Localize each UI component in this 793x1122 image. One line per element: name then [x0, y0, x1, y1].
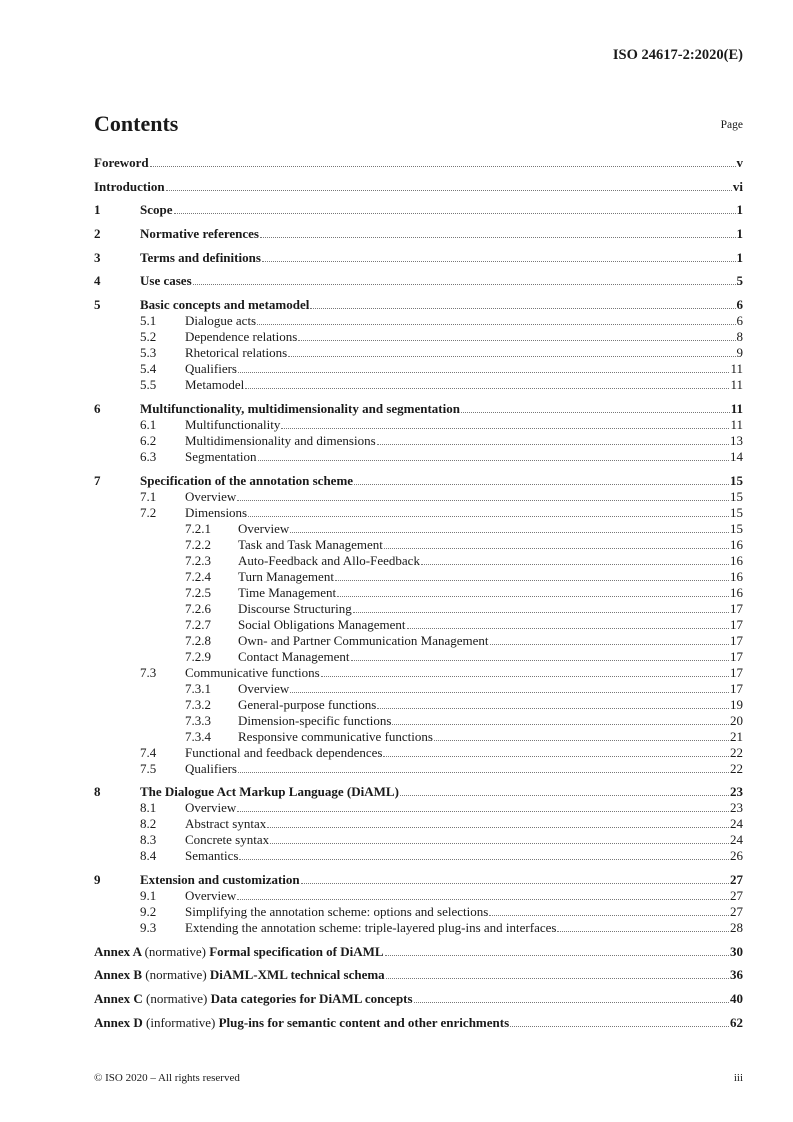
- toc-entry-title: Time Management: [238, 584, 337, 600]
- dot-leader: [377, 708, 729, 709]
- toc-entry-title: Overview: [238, 520, 290, 536]
- toc-entry-title: Basic concepts and metamodel: [140, 297, 310, 313]
- dot-leader: [301, 883, 729, 884]
- toc-entry-page: 15: [730, 472, 743, 488]
- toc-entry-page: 9: [736, 345, 743, 361]
- annex-label: Annex D: [94, 1014, 143, 1030]
- toc-entry-page: 15: [730, 520, 743, 536]
- toc-entry-title: Extension and customization: [140, 871, 300, 887]
- toc-entry[interactable]: [94, 569, 743, 585]
- toc-entry[interactable]: [94, 473, 743, 489]
- annex-title: DiAML-XML technical schema: [209, 967, 385, 983]
- dot-leader: [386, 978, 729, 979]
- toc-entry-page: 26: [730, 848, 743, 864]
- toc-entry-number: 8.1: [140, 800, 157, 816]
- toc-entry-page: 16: [730, 584, 743, 600]
- toc-entry-title: Use cases: [140, 273, 192, 289]
- toc-entry-title: Turn Management: [238, 568, 334, 584]
- dot-leader: [270, 843, 729, 844]
- toc-entry[interactable]: [94, 345, 743, 361]
- toc-entry-page: 11: [730, 416, 743, 432]
- toc-entry-number: 7.3: [140, 664, 157, 680]
- toc-entry[interactable]: [94, 729, 743, 745]
- dot-leader: [351, 660, 729, 661]
- dot-leader: [248, 516, 729, 517]
- dot-leader: [392, 724, 729, 725]
- document-id: ISO 24617-2:2020(E): [612, 47, 743, 63]
- dot-leader: [290, 692, 729, 693]
- toc-entry[interactable]: [94, 697, 743, 713]
- toc-entry-title: Segmentation: [185, 448, 257, 464]
- dot-leader: [557, 931, 729, 932]
- toc-entry-page: 16: [730, 552, 743, 568]
- toc-entry[interactable]: [94, 226, 743, 242]
- toc-entry[interactable]: [94, 489, 743, 505]
- toc-entry[interactable]: [94, 920, 743, 936]
- dot-leader: [510, 1026, 729, 1027]
- toc-entry[interactable]: [94, 904, 743, 920]
- toc-entry-page: 11: [730, 377, 743, 393]
- toc-entry[interactable]: [94, 681, 743, 697]
- toc-entry-title: Communicative functions: [185, 664, 320, 680]
- toc-entry-number: 8.3: [140, 832, 157, 848]
- toc-entry-number: 7.3.1: [185, 680, 211, 696]
- toc-entry-page: 17: [730, 616, 743, 632]
- toc-entry[interactable]: [94, 888, 743, 904]
- annex-kind: (normative): [145, 967, 207, 983]
- dot-leader: [321, 676, 729, 677]
- toc-entry-page: 6: [736, 313, 743, 329]
- dot-leader: [288, 356, 735, 357]
- toc-entry-title: Social Obligations Management: [238, 616, 406, 632]
- dot-leader: [383, 756, 729, 757]
- toc-entry-page: 17: [730, 632, 743, 648]
- toc-entry[interactable]: [94, 745, 743, 761]
- toc-entry-page: 23: [730, 784, 743, 800]
- toc-entry-page: 1: [736, 249, 743, 265]
- toc-entry-title: Semantics: [185, 848, 239, 864]
- toc-entry-page: 11: [730, 400, 743, 416]
- toc-entry-number: 5.1: [140, 313, 157, 329]
- toc-entry-number: 8.4: [140, 848, 157, 864]
- toc-entry-number: 7.2.6: [185, 600, 211, 616]
- toc-entry-number: 6.1: [140, 416, 157, 432]
- toc-entry-page: 13: [730, 432, 743, 448]
- toc-entry-page: 6: [736, 297, 743, 313]
- toc-entry[interactable]: [94, 816, 743, 832]
- toc-entry[interactable]: [94, 179, 743, 195]
- toc-entry-title: Rhetorical relations: [185, 345, 288, 361]
- toc-entry[interactable]: [94, 601, 743, 617]
- dot-leader: [237, 899, 729, 900]
- dot-leader: [260, 237, 736, 238]
- toc-entry-page: 16: [730, 568, 743, 584]
- toc-entry-title: The Dialogue Act Markup Language (DiAML): [140, 784, 399, 800]
- toc-entry-page: 24: [730, 832, 743, 848]
- toc-entry-page: 24: [730, 816, 743, 832]
- toc-entry[interactable]: [94, 585, 743, 601]
- toc-entry[interactable]: [94, 537, 743, 553]
- toc-entry-page: 62: [730, 1014, 743, 1030]
- dot-leader: [421, 564, 729, 565]
- toc-entry-page: 17: [730, 648, 743, 664]
- toc-entry[interactable]: [94, 401, 743, 417]
- dot-leader: [245, 388, 729, 389]
- toc-entry-title: Extending the annotation scheme: triple-layered plug-ins and interfaces: [185, 919, 557, 935]
- toc-entry-title: Overview: [185, 800, 237, 816]
- toc-entry-number: 7.3.4: [185, 728, 211, 744]
- toc-entry-title: Dialogue acts: [185, 313, 257, 329]
- toc-entry-number: 9.1: [140, 887, 157, 903]
- toc-entry-title: Dependence relations: [185, 329, 298, 345]
- toc-entry-number: 7.5: [140, 760, 157, 776]
- dot-leader: [258, 460, 730, 461]
- toc-entry-number: 6.2: [140, 432, 157, 448]
- toc-entry-page: 30: [730, 943, 743, 959]
- toc-entry[interactable]: [94, 1015, 743, 1031]
- dot-leader: [238, 772, 729, 773]
- toc-entry-number: 5.4: [140, 361, 157, 377]
- toc-entry-title: Functional and feedback dependences: [185, 744, 383, 760]
- annex-title: Plug-ins for semantic content and other enrichments: [218, 1014, 510, 1030]
- dot-leader: [239, 859, 729, 860]
- toc-entry-title: Scope: [140, 202, 173, 218]
- toc-entry-number: 6: [94, 400, 101, 416]
- toc-entry[interactable]: [94, 250, 743, 266]
- toc-entry-number: 7.3.2: [185, 696, 211, 712]
- toc-entry[interactable]: [94, 713, 743, 729]
- toc-entry-title: Qualifiers: [185, 361, 237, 377]
- toc-entry-page: 20: [730, 712, 743, 728]
- toc-entry-page: 36: [730, 967, 743, 983]
- toc-entry[interactable]: [94, 377, 743, 393]
- dot-leader: [354, 484, 729, 485]
- toc-entry[interactable]: [94, 273, 743, 289]
- dot-leader: [166, 190, 732, 191]
- toc-entry-title: Dimensions: [185, 504, 248, 520]
- dot-leader: [385, 955, 729, 956]
- toc-entry[interactable]: [94, 665, 743, 681]
- toc-entry-page: 8: [736, 329, 743, 345]
- toc-entry[interactable]: [94, 505, 743, 521]
- toc-entry-title: Auto-Feedback and Allo-Feedback: [238, 552, 420, 568]
- toc-entry-page: vi: [732, 178, 743, 194]
- page-column-label: Page: [720, 119, 743, 131]
- toc-entry-number: 7.3.3: [185, 712, 211, 728]
- annex-label: Annex A: [94, 943, 142, 959]
- toc-entry-title: [94, 991, 413, 1007]
- toc-entry-number: 7.2.7: [185, 616, 211, 632]
- dot-leader: [434, 740, 729, 741]
- dot-leader: [353, 612, 729, 613]
- dot-leader: [193, 284, 736, 285]
- annex-kind: (normative): [146, 990, 208, 1006]
- dot-leader: [407, 628, 729, 629]
- toc-entry-title: Responsive communicative functions: [238, 728, 433, 744]
- toc-entry[interactable]: [94, 832, 743, 848]
- dot-leader: [310, 308, 735, 309]
- toc-entry-page: 21: [730, 728, 743, 744]
- annex-kind: (normative): [144, 943, 206, 959]
- dot-leader: [384, 548, 729, 549]
- dot-leader: [414, 1002, 729, 1003]
- dot-leader: [290, 532, 729, 533]
- toc-entry[interactable]: [94, 967, 743, 983]
- toc-entry[interactable]: [94, 361, 743, 377]
- toc-entry-number: 7.2.8: [185, 632, 211, 648]
- toc-entry-title: Abstract syntax: [185, 816, 267, 832]
- toc-entry[interactable]: [94, 433, 743, 449]
- toc-entry-page: 15: [730, 504, 743, 520]
- toc-entry-title: [94, 967, 385, 983]
- toc-entry-title: General-purpose functions: [238, 696, 377, 712]
- toc-entry-number: 7.2.4: [185, 568, 211, 584]
- toc-entry[interactable]: [94, 449, 743, 465]
- dot-leader: [377, 444, 729, 445]
- toc-entry-title: Multifunctionality, multidimensionality and segmentation: [140, 400, 460, 416]
- toc-entry-title: Overview: [185, 887, 237, 903]
- annex-label: Annex C: [94, 990, 143, 1006]
- toc-entry[interactable]: [94, 553, 743, 569]
- toc-entry-number: 1: [94, 202, 101, 218]
- toc-entry-title: Qualifiers: [185, 760, 237, 776]
- toc-entry-page: 27: [730, 887, 743, 903]
- toc-entry[interactable]: [94, 784, 743, 800]
- toc-entry[interactable]: [94, 202, 743, 218]
- dot-leader: [150, 166, 736, 167]
- toc-entry-page: 14: [730, 448, 743, 464]
- toc-entry-page: 5: [736, 273, 743, 289]
- toc-entry-number: 7.1: [140, 488, 157, 504]
- dot-leader: [237, 811, 729, 812]
- toc-entry[interactable]: [94, 155, 743, 171]
- dot-leader: [281, 428, 729, 429]
- toc-entry-page: 17: [730, 664, 743, 680]
- toc-entry-title: [94, 1015, 509, 1031]
- toc-entry-title: Foreword: [94, 155, 149, 170]
- toc-entry-title: Overview: [185, 488, 237, 504]
- toc-entry-number: 6.3: [140, 448, 157, 464]
- toc-entry-title: Concrete syntax: [185, 832, 270, 848]
- toc-entry-title: Introduction: [94, 178, 165, 194]
- toc-entry-number: 7.2.2: [185, 536, 211, 552]
- toc-entry-title: Simplifying the annotation scheme: options and selections: [185, 903, 489, 919]
- toc-entry-title: Multifunctionality: [185, 416, 281, 432]
- toc-entry[interactable]: [94, 417, 743, 433]
- toc-entry-page: 16: [730, 536, 743, 552]
- toc-entry-title: Metamodel: [185, 377, 245, 393]
- toc-entry-number: 9.2: [140, 903, 157, 919]
- toc-entry[interactable]: [94, 617, 743, 633]
- dot-leader: [400, 795, 729, 796]
- toc-entry-page: 28: [730, 919, 743, 935]
- toc-entry-title: Multidimensionality and dimensions: [185, 432, 376, 448]
- toc-entry[interactable]: [94, 649, 743, 665]
- annex-label: Annex B: [94, 967, 143, 983]
- dot-leader: [490, 644, 729, 645]
- toc-entry-page: 19: [730, 696, 743, 712]
- dot-leader: [489, 915, 729, 916]
- toc-entry[interactable]: [94, 991, 743, 1007]
- toc-entry-page: v: [736, 155, 743, 170]
- dot-leader: [257, 324, 735, 325]
- toc-entry-page: 27: [730, 871, 743, 887]
- dot-leader: [337, 596, 729, 597]
- dot-leader: [267, 827, 729, 828]
- toc-entry[interactable]: [94, 800, 743, 816]
- page-title: Contents: [94, 111, 179, 136]
- toc-entry-number: 8.2: [140, 816, 157, 832]
- toc-entry[interactable]: [94, 872, 743, 888]
- toc-entry-number: 5.5: [140, 377, 157, 393]
- toc-entry-title: Task and Task Management: [238, 536, 383, 552]
- toc-entry-page: 27: [730, 903, 743, 919]
- dot-leader: [335, 580, 729, 581]
- toc-entry-page: 11: [730, 361, 743, 377]
- dot-leader: [262, 261, 736, 262]
- toc-entry-number: 4: [94, 273, 101, 289]
- toc-entry-title: Terms and definitions: [140, 249, 261, 265]
- toc-entry-number: 8: [94, 784, 101, 800]
- copyright-notice: © ISO 2020 – All rights reserved: [94, 1072, 240, 1084]
- toc-entry-number: 7.2.1: [185, 520, 211, 536]
- toc-entry-number: 5.3: [140, 345, 157, 361]
- toc-entry-number: 7.2: [140, 504, 157, 520]
- dot-leader: [174, 213, 736, 214]
- toc-entry-number: 7.2.5: [185, 584, 211, 600]
- toc-entry[interactable]: [94, 329, 743, 345]
- toc-entry-number: 3: [94, 249, 101, 265]
- toc-entry-title: Dimension-specific functions: [238, 712, 392, 728]
- toc-entry-page: 22: [730, 744, 743, 760]
- toc-entry[interactable]: [94, 633, 743, 649]
- toc-entry-title: Normative references: [140, 226, 259, 242]
- toc-entry[interactable]: [94, 761, 743, 777]
- toc-entry-number: 5.2: [140, 329, 157, 345]
- toc-entry-page: 23: [730, 800, 743, 816]
- toc-entry-number: 7.2.3: [185, 552, 211, 568]
- toc-entry-page: 40: [730, 990, 743, 1006]
- toc-entry-number: 2: [94, 226, 101, 242]
- toc-entry-page: 22: [730, 760, 743, 776]
- toc-entry[interactable]: [94, 313, 743, 329]
- toc-entry-title: Discourse Structuring: [238, 600, 352, 616]
- toc-entry-page: 1: [736, 226, 743, 242]
- annex-title: Formal specification of DiAML: [209, 943, 384, 959]
- annex-title: Data categories for DiAML concepts: [210, 990, 413, 1006]
- toc-entry[interactable]: [94, 944, 743, 960]
- toc-entry-title: Own- and Partner Communication Management: [238, 632, 489, 648]
- toc-entry-page: 1: [736, 202, 743, 218]
- toc-entry-page: 17: [730, 600, 743, 616]
- toc-entry-number: 9: [94, 871, 101, 887]
- toc-entry-page: 17: [730, 680, 743, 696]
- page-number: iii: [733, 1072, 743, 1084]
- toc-entry-number: 9.3: [140, 919, 157, 935]
- dot-leader: [298, 340, 735, 341]
- toc-entry[interactable]: [94, 848, 743, 864]
- dot-leader: [461, 412, 730, 413]
- toc-entry-number: 7: [94, 472, 101, 488]
- dot-leader: [237, 500, 729, 501]
- toc-entry-title: Contact Management: [238, 648, 350, 664]
- toc-entry-title: Specification of the annotation scheme: [140, 472, 354, 488]
- toc-entry-title: Overview: [238, 680, 290, 696]
- toc-entry[interactable]: [94, 521, 743, 537]
- toc-entry[interactable]: [94, 297, 743, 313]
- toc-entry-number: 7.2.9: [185, 648, 211, 664]
- table-of-contents: [94, 155, 743, 1031]
- annex-kind: (informative): [146, 1014, 216, 1030]
- toc-entry-number: 7.4: [140, 744, 157, 760]
- toc-entry-page: 15: [730, 488, 743, 504]
- dot-leader: [238, 372, 729, 373]
- toc-entry-number: 5: [94, 297, 101, 313]
- toc-entry-title: [94, 944, 384, 960]
